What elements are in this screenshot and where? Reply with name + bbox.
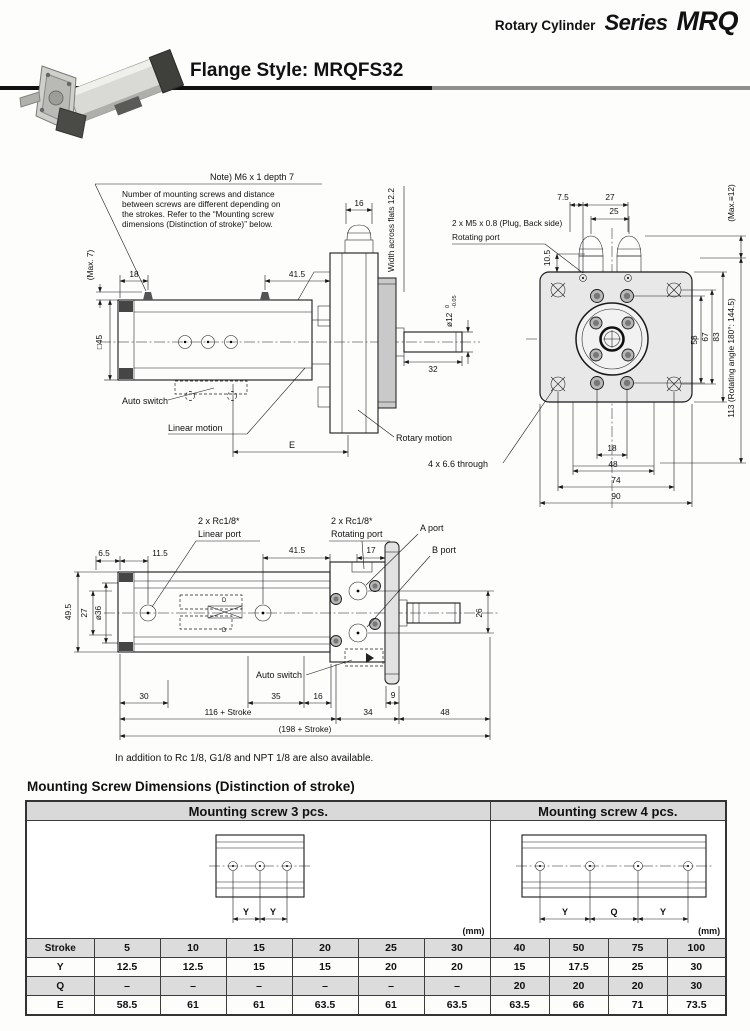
screw-diagram-3pcs	[29, 821, 488, 933]
q-value: 20	[549, 977, 608, 996]
dim-41-5-top: 41.5	[288, 545, 306, 555]
diagram-cell-3pcs	[26, 821, 490, 939]
e-value: 61	[160, 996, 226, 1016]
diagram-q-label: Q	[610, 907, 618, 917]
y-value: 20	[358, 958, 424, 977]
diagram-y1-label: Y	[242, 907, 249, 917]
front-view-drawing	[428, 184, 746, 508]
section-d-mark: D	[222, 628, 227, 634]
stroke-value: 40	[490, 939, 549, 958]
y-value: 15	[226, 958, 292, 977]
port-availability-note: In addition to Rc 1/8, G1/8 and NPT 1/8 are also available.	[115, 753, 374, 764]
dim-27-top: 27	[79, 608, 89, 618]
e-value: 63.5	[424, 996, 490, 1016]
stroke-value: 10	[160, 939, 226, 958]
flange-plate-top	[385, 542, 399, 684]
y-value: 20	[424, 958, 490, 977]
rotary-motion-label: Rotary motion	[396, 433, 453, 443]
dim-48-top: 48	[440, 707, 450, 717]
dim-198-stroke: (198 + Stroke)	[278, 724, 332, 734]
y-value: 12.5	[94, 958, 160, 977]
e-value: 61	[226, 996, 292, 1016]
stroke-value: 25	[358, 939, 424, 958]
product-photo	[14, 44, 186, 148]
row-label-y: Y	[26, 958, 94, 977]
shaft-diameter-label	[444, 295, 458, 327]
a-port-label: A port	[420, 523, 444, 533]
e-value: 63.5	[490, 996, 549, 1016]
dim-11-5: 11.5	[152, 548, 168, 558]
flange-plate-side	[378, 278, 396, 408]
dim-49-5: 49.5	[63, 603, 73, 621]
rotating-port-label: Rotating port	[452, 232, 500, 242]
dim-48-front: 48	[608, 459, 618, 469]
dim-32: 32	[428, 364, 438, 374]
screw-diagram-4pcs	[492, 821, 724, 933]
section-d-mark: D	[222, 598, 227, 604]
rotating-port-label-top: Rotating port	[331, 529, 383, 539]
page-title: Flange Style: MRQFS32	[190, 60, 404, 81]
q-value: 30	[667, 977, 726, 996]
e-value: 71	[608, 996, 667, 1016]
auto-switch-label-top: Auto switch	[256, 670, 303, 680]
linear-motion-label: Linear motion	[168, 423, 223, 433]
svg-text:-0.05: -0.05	[452, 295, 458, 308]
dim-10-5: 10.5	[542, 249, 552, 267]
dim-27: 27	[605, 192, 615, 202]
y-value: 15	[292, 958, 358, 977]
row-label-q: Q	[26, 977, 94, 996]
table-header-3pcs: Mounting screw 3 pcs.	[26, 801, 490, 821]
e-value: 73.5	[667, 996, 726, 1016]
dim-83: 83	[711, 332, 721, 342]
series-prefix: Series	[604, 10, 668, 35]
stroke-value: 20	[292, 939, 358, 958]
through-holes-label: 4 x 6.6 through	[428, 459, 489, 469]
dim-9: 9	[390, 690, 396, 700]
note-line-2: between screws are different depending on	[122, 199, 281, 209]
dim-116-stroke: 116 + Stroke	[204, 707, 252, 717]
stroke-value: 50	[549, 939, 608, 958]
dim-17: 17	[366, 545, 376, 555]
dim-58: 58	[689, 335, 699, 345]
y-value: 17.5	[549, 958, 608, 977]
dim-67: 67	[700, 332, 710, 342]
row-label-e: E	[26, 996, 94, 1016]
dim-16-top: 16	[313, 691, 323, 701]
q-value: –	[94, 977, 160, 996]
row-label-stroke: Stroke	[26, 939, 94, 958]
dim-e: E	[288, 440, 296, 450]
e-value: 66	[549, 996, 608, 1016]
stroke-value: 100	[667, 939, 726, 958]
dim-dia36: ø36	[93, 605, 103, 621]
stroke-value: 15	[226, 939, 292, 958]
diagram-y2-label: Y	[269, 907, 276, 917]
diagram-cell-4pcs	[490, 821, 726, 939]
side-view-drawing	[85, 172, 480, 457]
plug-fittings	[579, 236, 641, 272]
mounting-screw	[260, 292, 270, 300]
dim-74: 74	[611, 475, 621, 485]
q-value: –	[424, 977, 490, 996]
note-line-3: the strokes. Refer to the “Mounting screw	[122, 209, 274, 219]
q-row	[26, 977, 726, 996]
series-name: MRQ	[676, 6, 738, 36]
top-view-drawing	[63, 516, 500, 764]
b-port-label: B port	[432, 545, 457, 555]
svg-text:0: 0	[445, 304, 451, 308]
q-value: –	[226, 977, 292, 996]
stroke-value: 30	[424, 939, 490, 958]
dim-18: 18	[129, 269, 139, 279]
rotating-port-qty: 2 x Rc1/8*	[331, 516, 373, 526]
note-line-4: dimensions (Distinction of stroke)” below.	[122, 219, 273, 229]
diagram-y1-label: Y	[561, 907, 568, 917]
y-value: 12.5	[160, 958, 226, 977]
dim-16: 16	[354, 198, 364, 208]
q-value: 20	[490, 977, 549, 996]
e-value: 61	[358, 996, 424, 1016]
unit-mm-left: (mm)	[462, 926, 485, 936]
auto-switch-label: Auto switch	[122, 396, 169, 406]
title-rule-gray	[432, 86, 750, 90]
note-line-1: Number of mounting screws and distance	[122, 189, 275, 199]
stroke-row	[26, 939, 726, 958]
dim-41-5: 41.5	[288, 269, 306, 279]
q-value: –	[358, 977, 424, 996]
dim-90: 90	[611, 491, 621, 501]
dim-7-5: 7.5	[557, 192, 569, 202]
dim-113: 113 (Rotating angle 180°: 144.5)	[726, 298, 736, 418]
dim-34: 34	[363, 707, 373, 717]
mounting-screw	[143, 292, 153, 300]
stroke-value: 5	[94, 939, 160, 958]
dim-6-5: 6.5	[98, 548, 110, 558]
product-type-label: Rotary Cylinder	[494, 18, 596, 33]
svg-text:ø12: ø12	[444, 312, 454, 327]
dim-25: 25	[609, 206, 619, 216]
dim-sq45: □45	[94, 334, 104, 350]
dim-max7: (Max. 7)	[85, 249, 95, 281]
diagram-y2-label: Y	[659, 907, 666, 917]
e-value: 63.5	[292, 996, 358, 1016]
dim-18-front: 18	[607, 443, 617, 453]
dim-30: 30	[139, 691, 149, 701]
q-value: 20	[608, 977, 667, 996]
mounting-screw-table	[25, 800, 727, 1016]
plug-label: 2 x M5 x 0.8 (Plug, Back side)	[452, 218, 563, 228]
linear-port-qty: 2 x Rc1/8*	[198, 516, 240, 526]
y-row	[26, 958, 726, 977]
mounting-table-title: Mounting Screw Dimensions (Distinction of stroke)	[27, 779, 355, 794]
dimension-drawings	[0, 150, 750, 775]
page-header	[495, 6, 738, 37]
e-row	[26, 996, 726, 1016]
y-value: 30	[667, 958, 726, 977]
stroke-value: 75	[608, 939, 667, 958]
width-across-flats-label: Width across flats 12.2	[386, 188, 396, 272]
plug-screws-top	[331, 581, 381, 647]
dim-35: 35	[271, 691, 281, 701]
linear-port-label: Linear port	[198, 529, 242, 539]
dim-max12: (Max.≡12)	[726, 184, 736, 222]
unit-mm-right: (mm)	[698, 926, 721, 936]
note-title: Note) M6 x 1 depth 7	[210, 172, 295, 182]
q-value: –	[292, 977, 358, 996]
q-value: –	[160, 977, 226, 996]
y-value: 25	[608, 958, 667, 977]
table-header-4pcs: Mounting screw 4 pcs.	[490, 801, 726, 821]
e-value: 58.5	[94, 996, 160, 1016]
dim-26: 26	[474, 608, 484, 618]
y-value: 15	[490, 958, 549, 977]
